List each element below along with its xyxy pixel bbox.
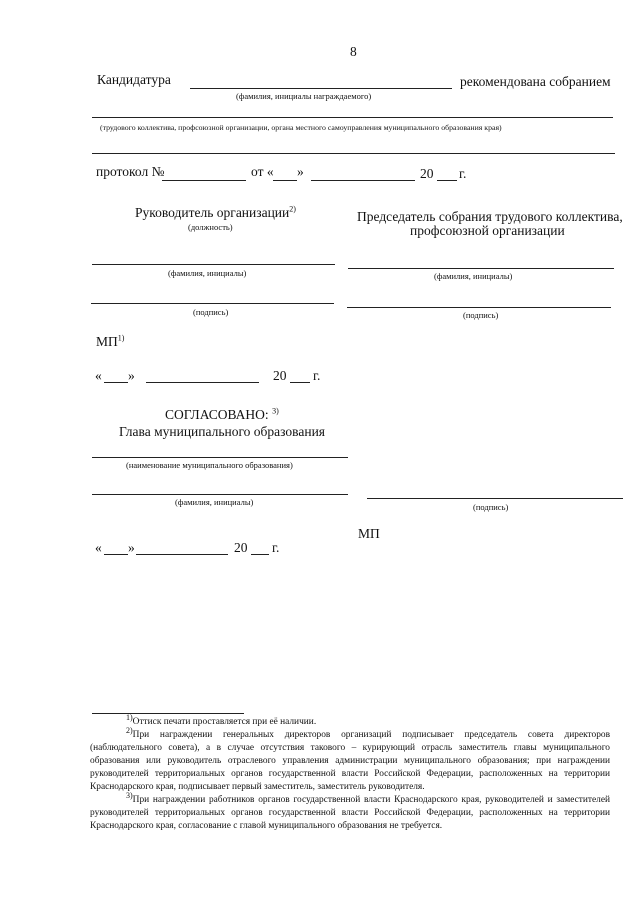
- stamp-label-2: МП: [358, 526, 380, 541]
- footnote-1-sup: 1): [126, 712, 133, 722]
- date1-open: «: [95, 368, 102, 383]
- protocol-number-line[interactable]: [162, 180, 246, 181]
- caption-left-signature: (подпись): [193, 307, 229, 317]
- footnote-1: [90, 712, 610, 729]
- date1-day-line[interactable]: [104, 382, 128, 383]
- caption-agreed-name: (фамилия, инициалы): [175, 497, 254, 507]
- left-signatory-sup: 2): [289, 204, 296, 214]
- caption-right-name: (фамилия, инициалы): [434, 271, 513, 281]
- date2-suffix: г.: [272, 540, 280, 555]
- footnote-3: [90, 790, 610, 833]
- date1-month-line[interactable]: [146, 382, 259, 383]
- footnote-2: [90, 725, 610, 794]
- footnotes: [90, 712, 610, 833]
- date2-day-line[interactable]: [104, 554, 128, 555]
- left-signatory-title: Руководитель организации$^{2)}$: [135, 204, 296, 220]
- caption-agreed-signature: (подпись): [473, 502, 509, 512]
- date1-year: 20: [273, 368, 287, 383]
- caption-candidate-name: (фамилия, инициалы награждаемого): [236, 91, 372, 101]
- date2-close: »: [128, 540, 135, 555]
- left-signature-line[interactable]: [91, 303, 334, 304]
- footnote-2-text: При награждении генеральных директоров организаций подписывает председатель совета директоров (наблюдательного совета), а в случае отсутствия такового – курирующий отрасль заместитель главы муниципального образования или руководитель отраслевого управления администрации муниципального образования; при награждении руководителей территориальных органов государственной власти Российской Федерации, расположенных на территории Краснодарского края, подписывает первый заместитель, заместитель руководителя.: [90, 730, 610, 792]
- date2-year: 20: [234, 540, 248, 555]
- protocol-year-line[interactable]: [437, 180, 457, 181]
- footnote-1-text: Оттиск печати проставляется при её наличии.: [132, 717, 317, 727]
- right-name-line[interactable]: [348, 268, 614, 269]
- footnote-2-sup: 2): [126, 725, 133, 735]
- caption-left-name: (фамилия, инициалы): [168, 268, 247, 278]
- date1-year-line[interactable]: [290, 382, 310, 383]
- protocol-day-line[interactable]: [273, 180, 297, 181]
- protocol-month-line[interactable]: [311, 180, 415, 181]
- footnote-separator: [92, 713, 244, 714]
- recommended-text: рекомендована собранием: [460, 74, 611, 89]
- right-signatory-title-line2: профсоюзной организации: [410, 223, 565, 238]
- left-name-line[interactable]: [92, 264, 335, 265]
- agreed-label: СОГЛАСОВАНО: $^{3)}$: [165, 406, 279, 422]
- agreed-head: Глава муниципального образования: [119, 424, 326, 439]
- candidacy-label: Кандидатура: [97, 72, 171, 87]
- organization-line-2[interactable]: [92, 153, 615, 154]
- caption-position: (должность): [188, 222, 233, 232]
- stamp-label-1: МП$^{1)}$: [96, 333, 125, 349]
- page-number: 8: [350, 44, 357, 59]
- candidate-name-line[interactable]: [190, 88, 452, 89]
- footnote-3-text: При награждении работников органов государственной власти Краснодарского края, руководителей и заместителей руководителей территориальных органов государственной власти Российской Федерации, расположенных на территории Краснодарского края, согласование с главой муниципального образования не требуется.: [90, 795, 610, 831]
- caption-organization: (трудового коллектива, профсоюзной организации, органа местного самоуправления муниципального образования края): [100, 123, 502, 132]
- organization-line[interactable]: [92, 117, 613, 118]
- agreed-signature-line[interactable]: [367, 498, 623, 499]
- protocol-label: протокол №: [96, 164, 165, 179]
- agreed-sup: 3): [272, 406, 279, 416]
- right-signatory-title-line1: Председатель собрания трудового коллектива,: [357, 209, 623, 224]
- protocol-quote-close: »: [297, 164, 304, 179]
- protocol-year-suffix: г.: [459, 166, 467, 181]
- agreed-name-line[interactable]: [92, 494, 348, 495]
- protocol-from: от «: [251, 164, 274, 179]
- date2-year-line[interactable]: [251, 554, 269, 555]
- date1-suffix: г.: [313, 368, 321, 383]
- footnote-3-sup: 3): [126, 790, 133, 800]
- date2-month-line[interactable]: [136, 554, 228, 555]
- caption-municipality: (наименование муниципального образования): [126, 460, 293, 470]
- stamp-sup: 1): [117, 333, 125, 343]
- date1-close: »: [128, 368, 135, 383]
- right-signature-line[interactable]: [347, 307, 611, 308]
- date2-open: «: [95, 540, 102, 555]
- municipality-line[interactable]: [92, 457, 348, 458]
- caption-right-signature: (подпись): [463, 310, 499, 320]
- protocol-year: 20: [420, 166, 434, 181]
